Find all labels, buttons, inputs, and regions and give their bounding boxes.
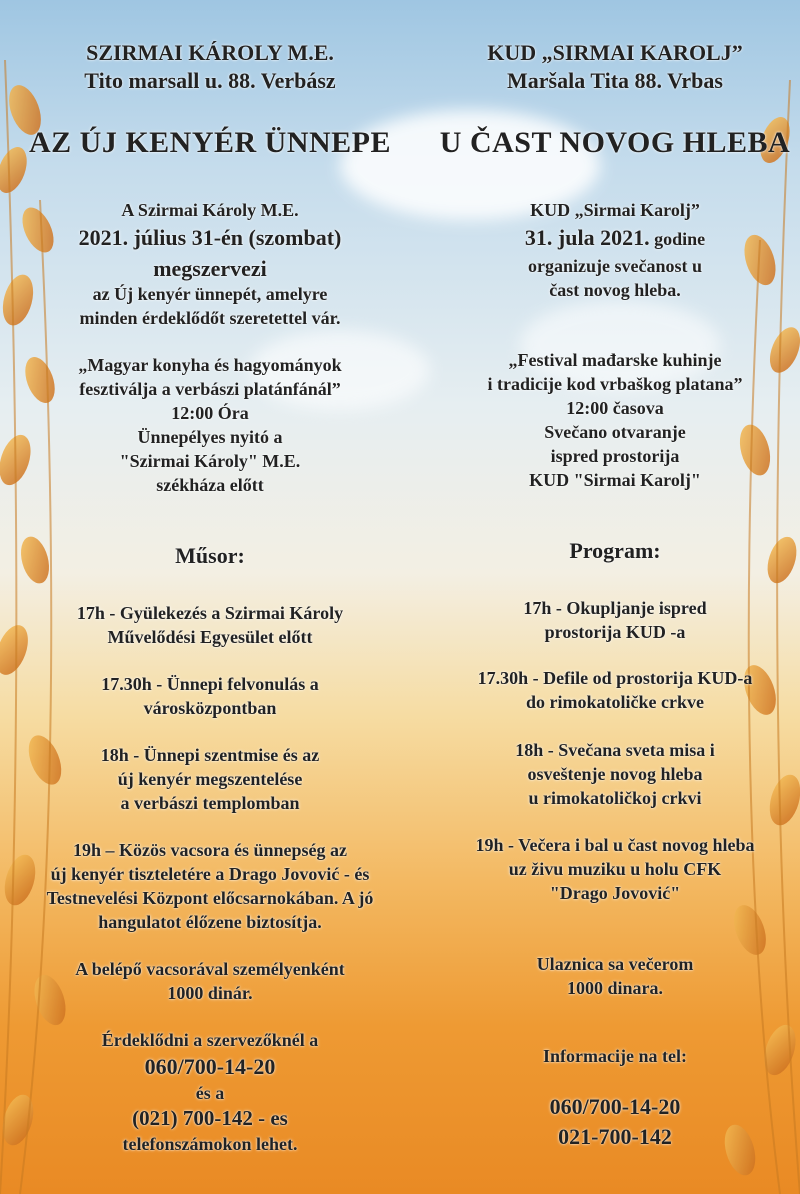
- program-item: 17h - Okupljanje ispred: [523, 598, 707, 618]
- program-item: Művelődési Egyesület előtt: [107, 627, 313, 647]
- program-item: 17.30h - Ünnepi felvonulás a: [101, 674, 319, 694]
- event-date: 2021. július 31-én (szombat): [78, 225, 342, 250]
- program-item: a verbászi templomban: [120, 793, 300, 813]
- intro-line: čast novog hleba.: [549, 280, 681, 300]
- festival-line: „Festival mađarske kuhinje: [508, 350, 722, 370]
- festival-line: KUD "Sirmai Karolj": [529, 470, 701, 490]
- info-line: telefonszámokon lehet.: [122, 1134, 298, 1154]
- program-item: 17h - Gyülekezés a Szirmai Károly: [76, 603, 344, 623]
- intro-line: A Szirmai Károly M.E.: [121, 200, 299, 220]
- program-item: 17.30h - Defile od prostorija KUD-a: [477, 668, 753, 688]
- phone-number: 060/700-14-20: [549, 1094, 681, 1119]
- event-date-line: [430, 225, 800, 251]
- festival-line: székháza előtt: [156, 475, 264, 495]
- program-item: városközpontban: [143, 698, 277, 718]
- program-item: u rimokatoličkoj crkvi: [528, 788, 702, 808]
- program-heading: Program:: [569, 538, 661, 563]
- program-item: prostorija KUD -a: [544, 622, 686, 642]
- festival-line: Svečano otvaranje: [544, 422, 686, 442]
- program-item: 19h - Večera i bal u čast novog hleba: [475, 835, 755, 855]
- festival-time: 12:00 Óra: [171, 403, 249, 423]
- price-line: 1000 dinár.: [167, 983, 253, 1003]
- org-address: Tito marsall u. 88. Verbász: [84, 68, 336, 93]
- price-line: 1000 dinara.: [566, 978, 663, 998]
- program-item: 19h – Közös vacsora és ünnepség az: [73, 840, 347, 860]
- intro-line: az Új kenyér ünnepét, amelyre: [92, 284, 328, 304]
- festival-line: i tradicije kod vrbaškog platana”: [487, 374, 743, 394]
- program-item: osveštenje novog hleba: [527, 764, 703, 784]
- intro-line: megszervezi: [153, 256, 267, 281]
- festival-line: fesztiválja a verbászi platánfánál”: [79, 379, 341, 399]
- program-item: 18h - Svečana sveta misa i: [515, 740, 715, 760]
- program-item: do rimokatoličke crkve: [526, 692, 704, 712]
- event-date-suffix: godine: [649, 229, 706, 249]
- program-item: Testnevelési Központ előcsarnokában. A jó: [46, 888, 374, 908]
- price-line: A belépő vacsorával személyenként: [75, 959, 345, 979]
- info-line: Érdeklődni a szervezőknél a: [101, 1030, 319, 1050]
- page-title: AZ ÚJ KENYÉR ÜNNEPE: [28, 126, 392, 159]
- info-line: Informacije na tel:: [543, 1046, 687, 1066]
- festival-line: „Magyar konyha és hagyományok: [78, 355, 342, 375]
- festival-time: 12:00 časova: [566, 398, 664, 418]
- org-address: Maršala Tita 88. Vrbas: [507, 68, 723, 93]
- program-heading: Műsor:: [175, 543, 245, 568]
- event-date: 31. jula 2021.: [524, 225, 650, 250]
- program-item: új kenyér tiszteletére a Drago Jovović - és: [50, 864, 370, 884]
- festival-line: "Szirmai Károly" M.E.: [119, 451, 301, 471]
- org-name: SZIRMAI KÁROLY M.E.: [86, 40, 334, 65]
- page-title: U ČAST NOVOG HLEBA: [439, 126, 791, 159]
- phone-number: 060/700-14-20: [144, 1054, 276, 1079]
- festival-line: Ünnepélyes nyitó a: [137, 427, 283, 447]
- phone-number: 021-700-142: [558, 1124, 672, 1149]
- phone-number: (021) 700-142 - es: [132, 1106, 288, 1130]
- program-item: "Drago Jovović": [549, 883, 681, 903]
- program-item: hangulatot élőzene biztosítja.: [98, 912, 322, 932]
- intro-line: minden érdeklődőt szeretettel vár.: [79, 308, 341, 328]
- program-item: uz živu muziku u holu CFK: [508, 859, 722, 879]
- org-name: KUD „SIRMAI KAROLJ”: [487, 40, 743, 65]
- program-item: 18h - Ünnepi szentmise és az: [100, 745, 320, 765]
- intro-line: KUD „Sirmai Karolj”: [530, 200, 700, 220]
- program-item: új kenyér megszentelése: [117, 769, 303, 789]
- price-line: Ulaznica sa večerom: [536, 954, 694, 974]
- intro-line: organizuje svečanost u: [528, 256, 702, 276]
- info-line: és a: [195, 1083, 225, 1103]
- festival-line: ispred prostorija: [550, 446, 680, 466]
